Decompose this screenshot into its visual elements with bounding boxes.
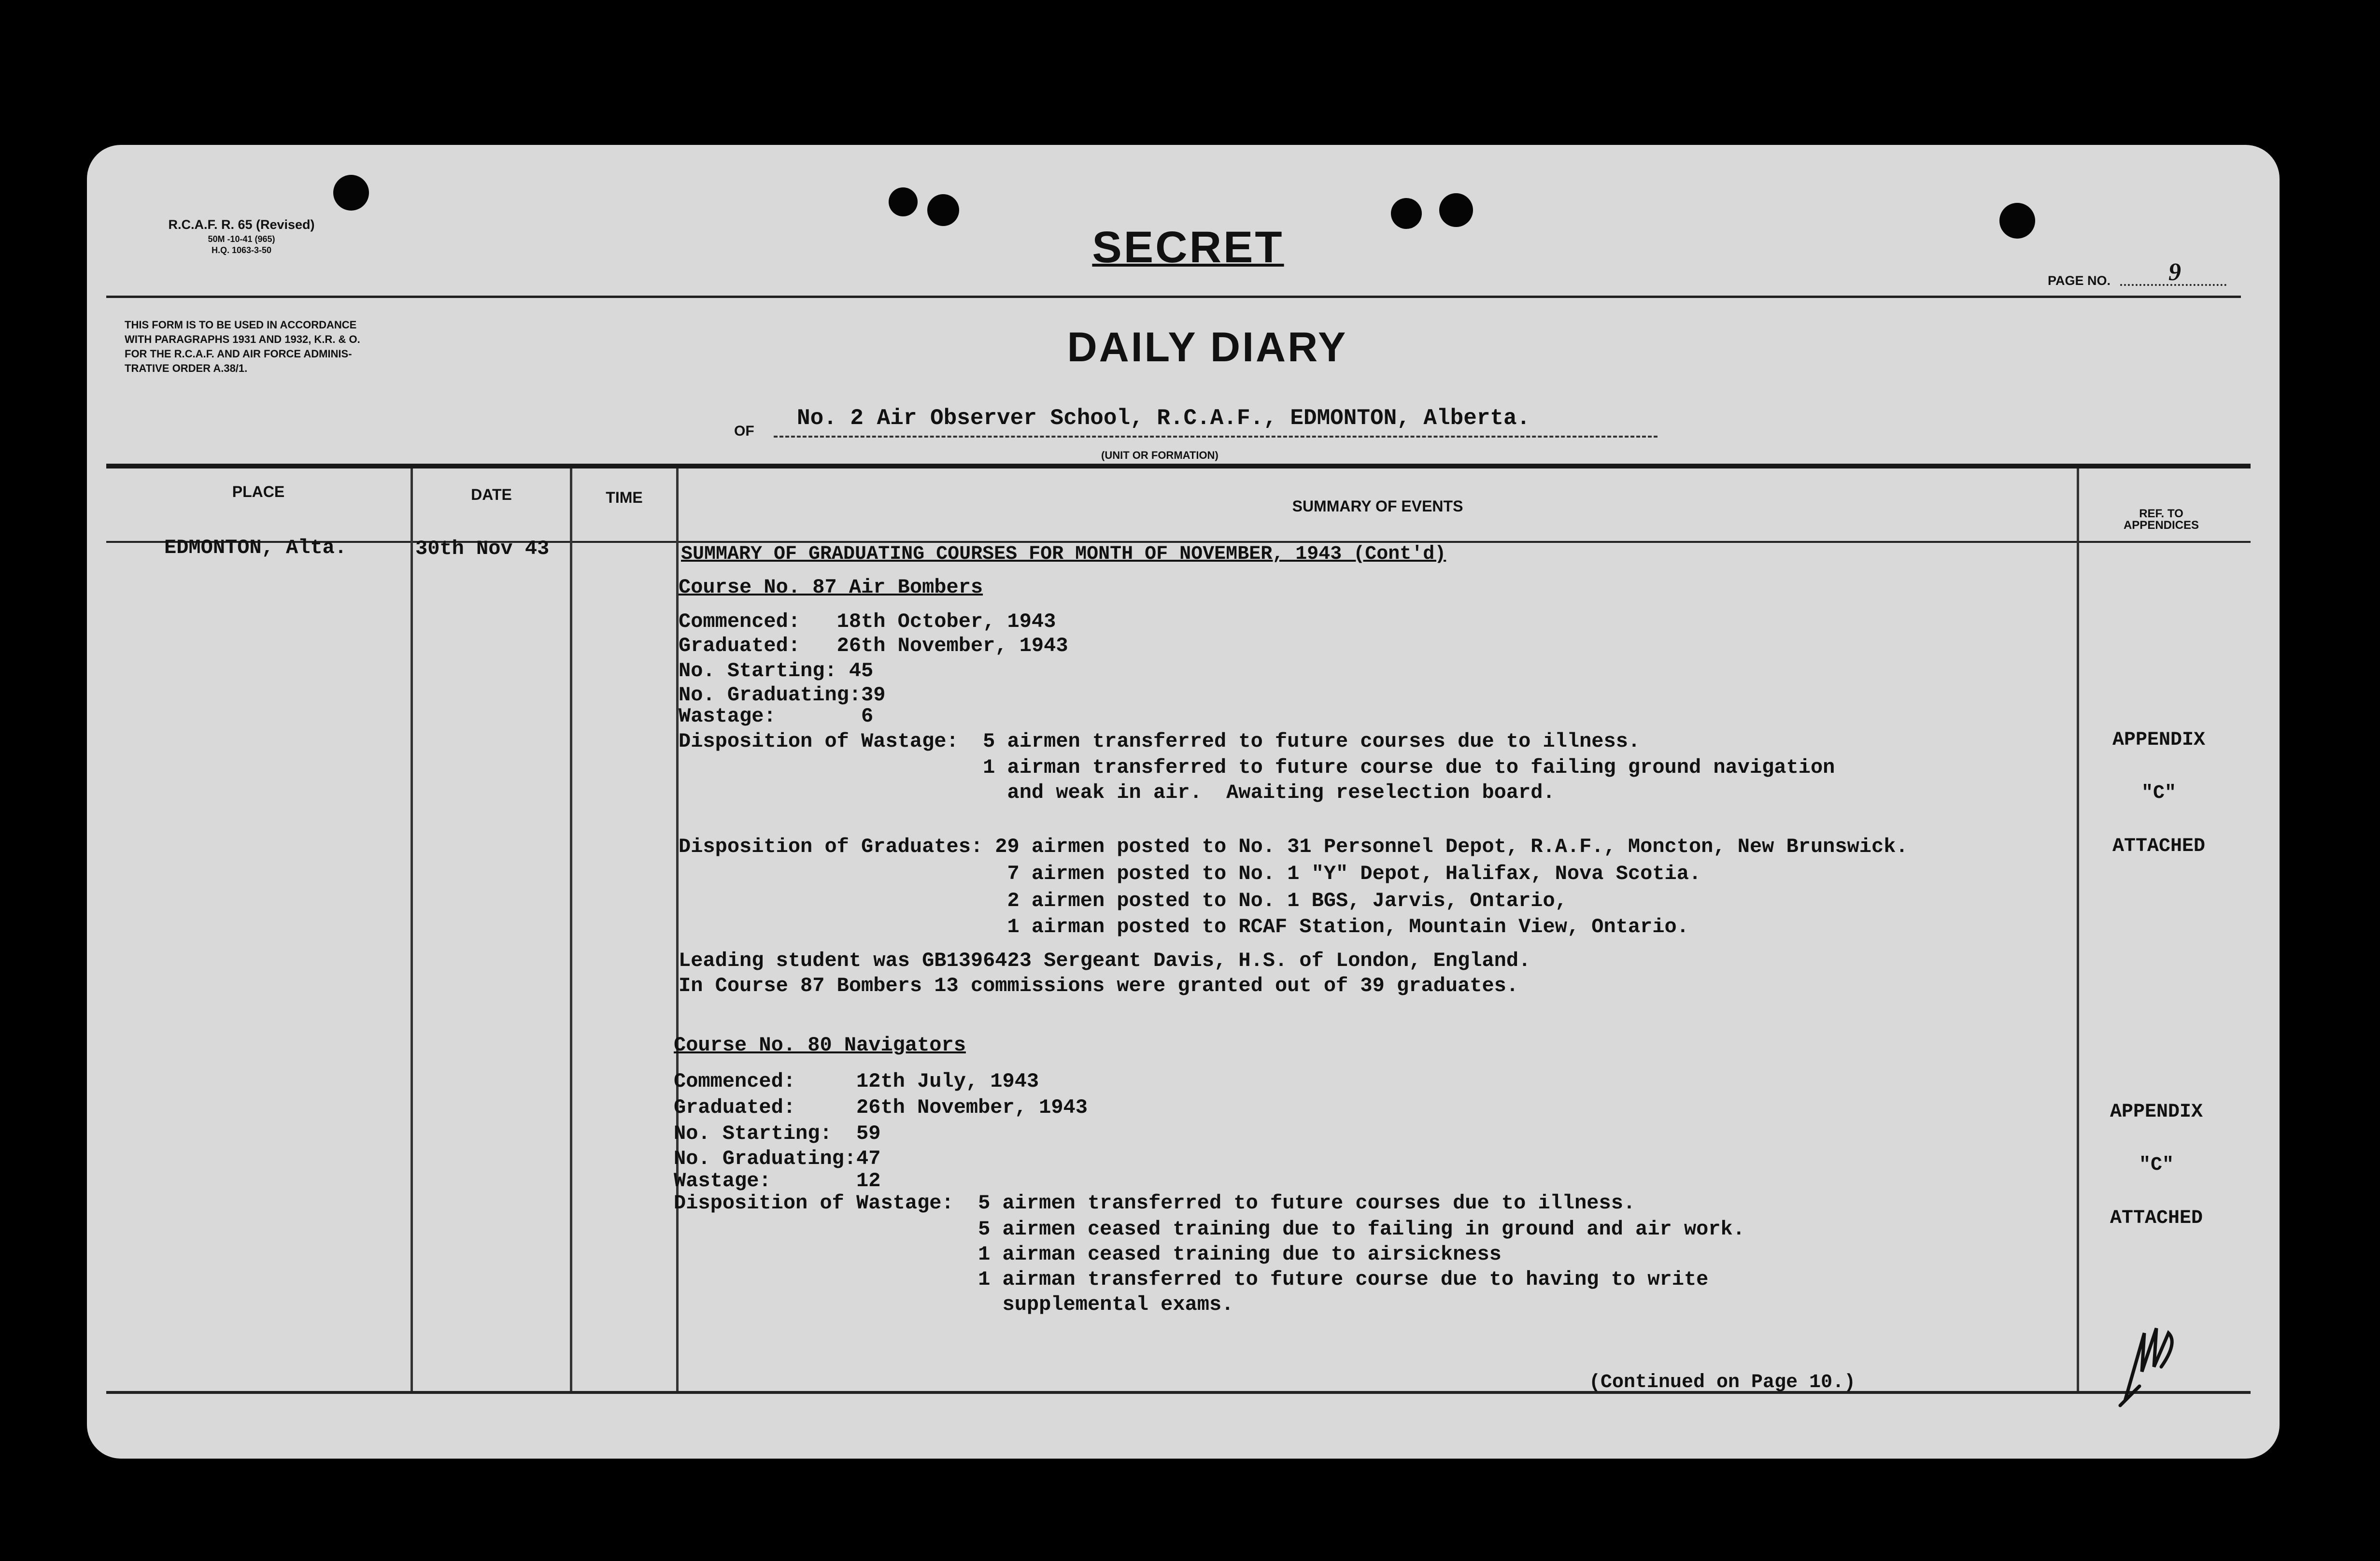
course-87-wastage-disposition: Disposition of Wastage: 5 airmen transferred to future courses due to illness. [679,730,1641,753]
course-80-wastage-disposition: 1 airman ceased training due to airsickness [674,1243,1502,1266]
course-87-graduate-disposition: 7 airmen posted to No. 1 "Y" Depot, Halifax, Nova Scotia. [679,862,1701,885]
header-rule [106,296,2241,298]
unit-of-label: OF [734,423,754,439]
punch-hole [1439,193,1473,227]
appendix-attached: ATTACHED [2112,836,2206,857]
column-header-ref [2079,508,2243,531]
appendix-ref-course-80 [2077,1101,2236,1229]
ref-header-line: APPENDICES [2123,519,2199,532]
appendix-attached: ATTACHED [2110,1207,2203,1229]
form-print-code: 50M -10-41 (965) [208,234,275,244]
course-87-wastage: Wastage: 6 [679,705,874,728]
course-80-wastage-disposition: Disposition of Wastage: 5 airmen transferred to future courses due to illness. [674,1192,1636,1215]
appendix-label: APPENDIX [2112,729,2206,751]
page-number-value: 9 [2168,258,2181,286]
course-87-leading-student: Leading student was GB1396423 Sergeant Davis, H.S. of London, England. [679,949,1531,972]
form-reference [126,217,357,255]
course-80-graduating: No. Graduating:47 [674,1147,881,1170]
entry-date: 30th Nov 43 [415,537,550,560]
course-80-starting: No. Starting: 59 [674,1122,881,1145]
form-title: DAILY DIARY [1067,324,1348,370]
punch-hole [1391,198,1422,229]
form-hq-code: H.Q. 1063-3-50 [211,245,272,255]
column-divider [2077,468,2079,1391]
security-classification: SECRET [1092,223,1284,272]
continued-note: (Continued on Page 10.) [1589,1372,1856,1393]
course-80-heading: Course No. 80 Navigators [674,1034,966,1057]
form-number: R.C.A.F. R. 65 (Revised) [168,217,315,232]
course-80-wastage-disposition: 5 airmen ceased training due to failing in ground and air work. [674,1218,1745,1241]
table-bottom-rule [106,1391,2251,1394]
course-87-graduated: Graduated: 26th November, 1943 [679,634,1068,657]
course-87-heading: Course No. 87 Air Bombers [679,576,983,599]
instruction-line: WITH PARAGRAPHS 1931 AND 1932, K.R. & O. [125,333,360,345]
appendix-letter: "C" [2141,782,2176,804]
usage-instructions [125,318,360,376]
course-80-wastage: Wastage: 12 [674,1169,881,1192]
course-80-commenced: Commenced: 12th July, 1943 [674,1070,1039,1093]
course-87-commenced: Commenced: 18th October, 1943 [679,610,1056,633]
column-header-summary: SUMMARY OF EVENTS [1292,497,1463,515]
appendix-ref-course-87 [2079,729,2238,857]
page-number-label: PAGE NO. [2048,273,2111,288]
instruction-line: THIS FORM IS TO BE USED IN ACCORDANCE [125,319,357,331]
course-87-graduate-disposition: 2 airmen posted to No. 1 BGS, Jarvis, Ontario, [679,889,1567,912]
unit-field [734,406,1739,473]
course-80-wastage-disposition: 1 airman transferred to future course due to having to write [674,1268,1709,1291]
unit-name: No. 2 Air Observer School, R.C.A.F., EDMONTON, Alberta. [797,406,1530,431]
instruction-line: FOR THE R.C.A.F. AND AIR FORCE ADMINIS- [125,348,352,360]
diary-form-card [87,145,2280,1459]
instruction-line: TRATIVE ORDER A.38/1. [125,362,248,374]
punch-hole [1999,203,2035,239]
punch-hole [889,187,918,216]
column-header-time: TIME [606,489,643,506]
course-87-wastage-disposition: 1 airman transferred to future course due to failing ground navigation [679,756,1835,779]
summary-heading: SUMMARY OF GRADUATING COURSES FOR MONTH OF NOVEMBER, 1943 (Cont'd) [681,543,1446,565]
table-top-rule [106,464,2251,468]
course-80-graduated: Graduated: 26th November, 1943 [674,1096,1088,1119]
course-87-wastage-disposition: and weak in air. Awaiting reselection board. [679,781,1555,804]
course-87-starting: No. Starting: 45 [679,659,874,682]
ref-header-line: REF. TO [2139,507,2183,520]
punch-hole [927,194,959,226]
unit-caption: (UNIT OR FORMATION) [1101,449,1218,461]
course-80-wastage-disposition: supplemental exams. [674,1293,1234,1316]
column-divider [570,468,572,1391]
column-divider [411,468,413,1391]
column-header-date: DATE [471,486,512,503]
course-87-commissions: In Course 87 Bombers 13 commissions were granted out of 39 graduates. [679,974,1519,997]
appendix-letter: "C" [2139,1154,2174,1176]
course-87-graduate-disposition: Disposition of Graduates: 29 airmen posted to No. 31 Personnel Depot, R.A.F., Moncton, New Brunswick. [679,835,1908,858]
course-87-graduate-disposition: 1 airman posted to RCAF Station, Mountain View, Ontario. [679,915,1689,938]
punch-hole [333,175,369,211]
course-80-block [674,1034,2065,1372]
appendix-label: APPENDIX [2110,1101,2203,1123]
signature-initials [2115,1314,2183,1410]
course-87-graduating: No. Graduating:39 [679,683,886,707]
entry-place: EDMONTON, Alta. [164,536,347,559]
page-number-field [2048,258,2231,290]
column-header-place: PLACE [232,483,285,500]
